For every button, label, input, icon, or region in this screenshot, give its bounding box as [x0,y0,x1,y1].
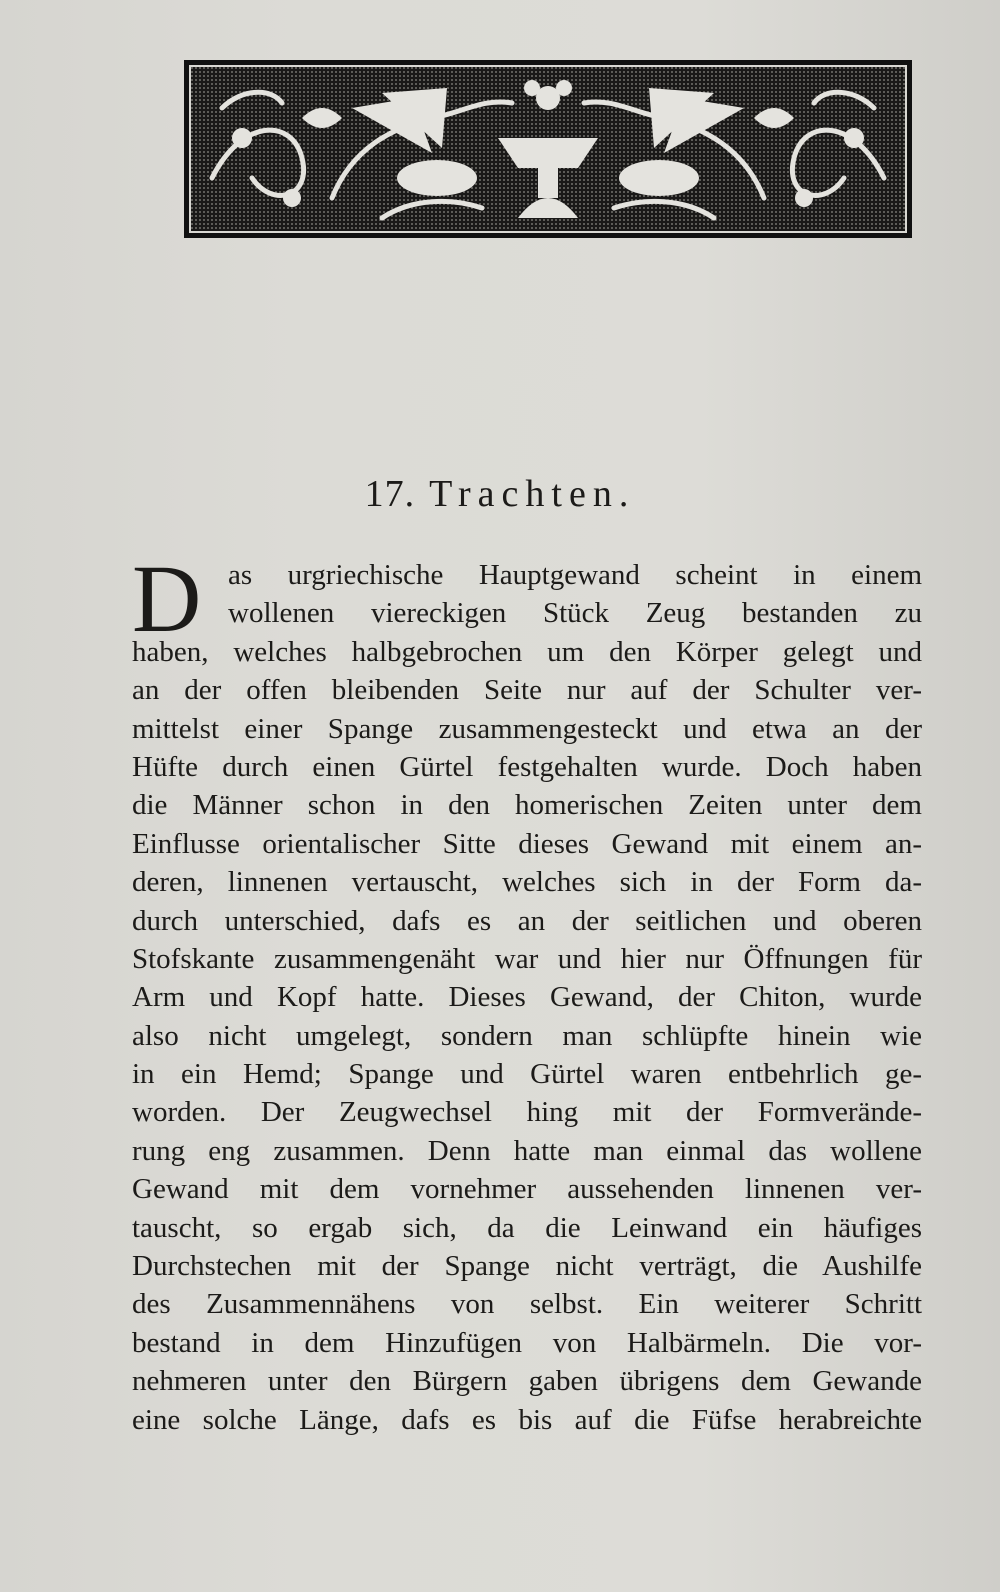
text-line: tauscht, so ergab sich, da die Leinwand ein häufiges [132,1211,922,1244]
text-line: bestand in dem Hinzufügen von Halbärmeln. Die vor- [132,1326,922,1359]
text-line: as urgriechische Hauptgewand scheint in einem [228,559,922,591]
text-line: an der offen bleibenden Seite nur auf der Schulter ver- [132,674,922,707]
text-line: mittelst einer Spange zusammengesteckt und etwa an der [132,712,922,745]
text-line: wollenen viereckigen Stück Zeug bestanden zu [228,597,922,630]
drop-cap: D [132,545,202,652]
text-line: worden. Der Zeugwechsel hing mit der Formverände- [132,1096,922,1129]
text-line: deren, linnenen vertauscht, welches sich in der Form da- [132,866,922,899]
chapter-number: 17. [364,473,416,515]
ornamental-headpiece [182,58,914,240]
text-line: rung eng zusammen. Denn hatte man einmal das wollene [132,1134,922,1167]
chapter-heading [0,472,1000,516]
text-line: also nicht umgelegt, sondern man schlüpfte hinein wie [132,1019,922,1052]
text-line: Einflusse orientalischer Sitte dieses Gewand mit einem an- [132,827,922,860]
text-line: Hüfte durch einen Gürtel festgehalten wurde. Doch haben [132,750,922,783]
text-line: Durchstechen mit der Spange nicht verträgt, die Aushilfe [132,1250,922,1283]
text-line: in ein Hemd; Spange und Gürtel waren entbehrlich ge- [132,1058,922,1091]
text-line: nehmeren unter den Bürgern gaben übrigens dem Gewande [132,1365,922,1398]
text-line: des Zusammennähens von selbst. Ein weiterer Schritt [132,1288,922,1321]
text-line: haben, welches halbgebrochen um den Körper gelegt und [132,635,922,668]
text-line: Gewand mit dem vornehmer aussehenden linnenen ver- [132,1173,922,1206]
text-line: eine solche Länge, dafs es bis auf die Füfse herabreichte [132,1403,922,1436]
text-line: Arm und Kopf hatte. Dieses Gewand, der Chiton, wurde [132,981,922,1014]
text-line: durch unterschied, dafs es an der seitlichen und oberen [132,904,922,937]
body-paragraph [132,545,922,1439]
chapter-title: Trachten. [429,473,636,515]
text-line: die Männer schon in den homerischen Zeiten unter dem [132,789,922,822]
text-line: Stofskante zusammengenäht war und hier nur Öffnungen für [132,942,922,975]
